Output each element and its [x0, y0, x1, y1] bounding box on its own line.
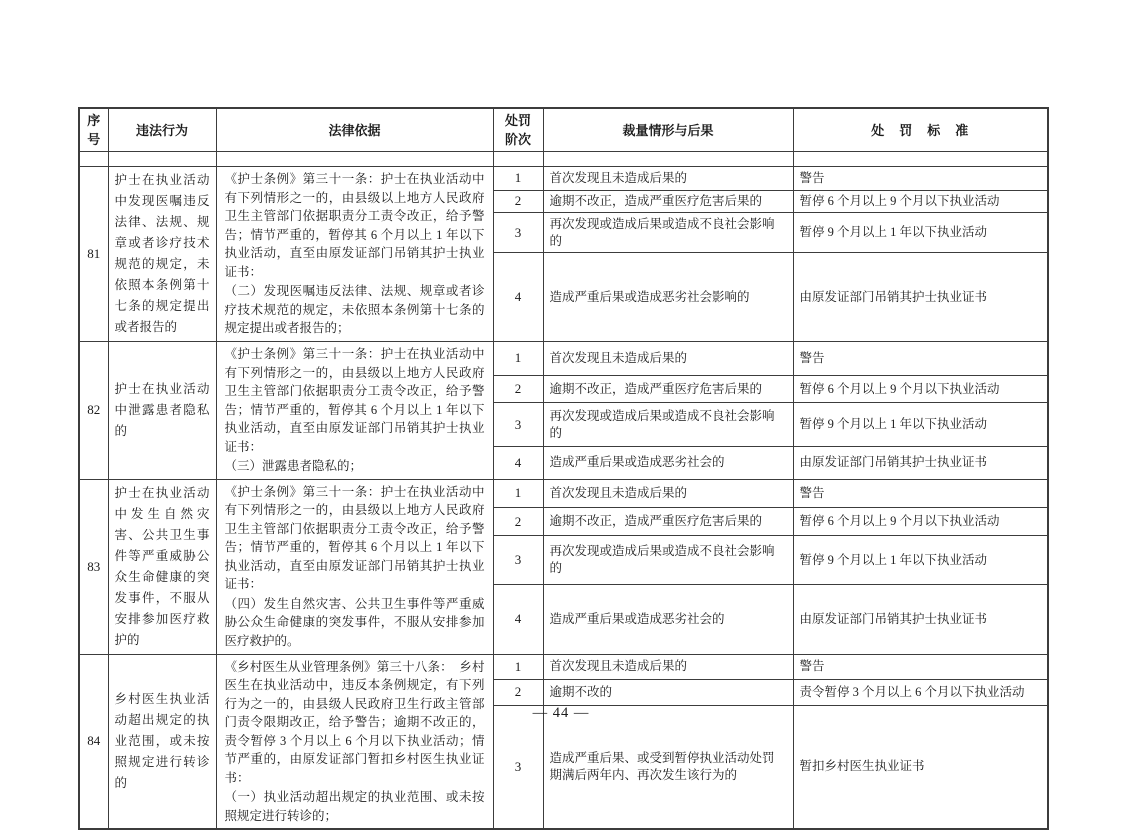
legal-basis-item: （四）发生自然灾害、公共卫生事件等严重威胁公众生命健康的突发事件，不服从安排参加医疗救护的。	[224, 596, 485, 648]
cell-tier-level: 4	[493, 447, 543, 479]
cell-row-number: 84	[79, 654, 108, 829]
cell-penalty-standard: 由原发证部门吊销其护士执业证书	[793, 253, 1048, 342]
cell-row-number: 81	[79, 167, 108, 342]
cell-circumstance: 逾期不改正，造成严重医疗危害后果的	[543, 508, 793, 536]
cell-penalty-standard: 由原发证部门吊销其护士执业证书	[793, 447, 1048, 479]
legal-basis-item: （三）泄露患者隐私的；	[224, 459, 363, 473]
cell-violation: 乡村医生执业活动超出规定的执业范围，或未按照规定进行转诊的	[108, 654, 216, 829]
cell-tier-level: 1	[493, 654, 543, 680]
cell-violation: 护士在执业活动中发现医嘱违反法律、法规、规章或者诊疗技术规范的规定，未依照本条例第十七条的规定提出或者报告的	[108, 167, 216, 342]
cell-penalty-standard: 暂停 9 个月以上 1 年以下执业活动	[793, 403, 1048, 447]
header-col-penalty-level: 处罚阶次	[493, 108, 543, 152]
cell-violation: 护士在执业活动中泄露患者隐私的	[108, 342, 216, 480]
header-col-penalty-standard: 处 罚 标 准	[793, 108, 1048, 152]
cell-penalty-standard: 警告	[793, 654, 1048, 680]
cell-circumstance: 再次发现或造成后果或造成不良社会影响的	[543, 403, 793, 447]
cell-violation: 护士在执业活动中发生自然灾害、公共卫生事件等严重威胁公众生命健康的突发事件，不服从安排参加医疗救护的	[108, 479, 216, 654]
legal-basis-item: （二）发现医嘱违反法律、法规、规章或者诊疗技术规范的规定，未依照本条例第十七条的规定提出或者报告的；	[224, 284, 485, 336]
cell-penalty-standard: 责令暂停 3 个月以上 6 个月以下执业活动	[793, 680, 1048, 706]
cell-legal-basis	[216, 342, 493, 480]
empty-cell	[216, 152, 493, 167]
cell-penalty-standard: 警告	[793, 167, 1048, 191]
cell-row-number: 83	[79, 479, 108, 654]
cell-circumstance: 首次发现且未造成后果的	[543, 654, 793, 680]
cell-circumstance: 造成严重后果或造成恶劣社会影响的	[543, 253, 793, 342]
table-row-81	[79, 167, 1048, 191]
legal-basis-main: 《乡村医生从业管理条例》第三十八条： 乡村医生在执业活动中，违反本条例规定，有下列行为之一的，由县级人民政府卫生行政主管部门责令限期改正，给予警告；逾期不改正的，责令暂停 3 个月以上 6 个月以下执业活动；情节严重的，由原发证部门暂扣乡村医生执业证书：	[224, 659, 485, 785]
cell-tier-level: 2	[493, 190, 543, 213]
cell-penalty-standard: 暂扣乡村医生执业证书	[793, 705, 1048, 829]
cell-penalty-standard: 暂停 9 个月以上 1 年以下执业活动	[793, 536, 1048, 585]
table-row-82	[79, 342, 1048, 376]
legal-basis-main: 《护士条例》第三十一条：护士在执业活动中有下列情形之一的，由县级以上地方人民政府卫生主管部门依据职责分工责令改正，给予警告；情节严重的，暂停其 6 个月以上 1 年以下执业活动，直至由原发证部门吊销其护士执业证书：	[224, 172, 485, 279]
legal-basis-main: 《护士条例》第三十一条：护士在执业活动中有下列情形之一的，由县级以上地方人民政府卫生主管部门依据职责分工责令改正，给予警告；情节严重的，暂停其 6 个月以上 1 年以下执业活动，直至由原发证部门吊销其护士执业证书：	[224, 347, 485, 454]
cell-legal-basis	[216, 654, 493, 829]
cell-circumstance: 造成严重后果或造成恶劣社会的	[543, 447, 793, 479]
cell-tier-level: 2	[493, 680, 543, 706]
header-row	[79, 108, 1048, 152]
empty-cell	[493, 152, 543, 167]
cell-circumstance: 再次发现或造成后果或造成不良社会影响的	[543, 536, 793, 585]
cell-tier-level: 4	[493, 585, 543, 654]
cell-tier-level: 1	[493, 167, 543, 191]
header-col-legal-basis: 法律依据	[216, 108, 493, 152]
cell-penalty-standard: 暂停 6 个月以上 9 个月以下执业活动	[793, 375, 1048, 403]
legal-basis-main: 《护士条例》第三十一条：护士在执业活动中有下列情形之一的，由县级以上地方人民政府卫生主管部门依据职责分工责令改正，给予警告；情节严重的，暂停其 6 个月以上 1 年以下执业活动，直至由原发证部门吊销其护士执业证书：	[224, 484, 485, 592]
header-col-no: 序号	[79, 108, 108, 152]
cell-circumstance: 造成严重后果或造成恶劣社会的	[543, 585, 793, 654]
cell-circumstance: 首次发现且未造成后果的	[543, 167, 793, 191]
cell-penalty-standard: 暂停 6 个月以上 9 个月以下执业活动	[793, 190, 1048, 213]
cell-row-number: 82	[79, 342, 108, 480]
cell-tier-level: 3	[493, 705, 543, 829]
page-number: — 44 —	[532, 705, 590, 721]
empty-cell	[543, 152, 793, 167]
cell-penalty-standard: 警告	[793, 479, 1048, 508]
table-row-83	[79, 479, 1048, 508]
header-col-circumstances: 裁量情形与后果	[543, 108, 793, 152]
cell-circumstance: 首次发现且未造成后果的	[543, 342, 793, 376]
cell-circumstance: 逾期不改正，造成严重医疗危害后果的	[543, 375, 793, 403]
cell-penalty-standard: 暂停 6 个月以上 9 个月以下执业活动	[793, 508, 1048, 536]
empty-cell	[79, 152, 108, 167]
empty-cell	[793, 152, 1048, 167]
cell-circumstance: 逾期不改正，造成严重医疗危害后果的	[543, 190, 793, 213]
header-col-violation: 违法行为	[108, 108, 216, 152]
cell-tier-level: 2	[493, 375, 543, 403]
cell-penalty-standard: 由原发证部门吊销其护士执业证书	[793, 585, 1048, 654]
cell-circumstance: 首次发现且未造成后果的	[543, 479, 793, 508]
legal-basis-item: （一）执业活动超出规定的执业范围、或未按照规定进行转诊的；	[224, 790, 485, 823]
cell-penalty-standard: 警告	[793, 342, 1048, 376]
cell-circumstance: 造成严重后果、或受到暂停执业活动处罚期满后两年内、再次发生该行为的	[543, 705, 793, 829]
empty-row	[79, 152, 1048, 167]
cell-circumstance: 再次发现或造成后果或造成不良社会影响的	[543, 213, 793, 253]
empty-cell	[108, 152, 216, 167]
cell-legal-basis	[216, 479, 493, 654]
cell-penalty-standard: 暂停 9 个月以上 1 年以下执业活动	[793, 213, 1048, 253]
table-row-84	[79, 654, 1048, 680]
cell-tier-level: 2	[493, 508, 543, 536]
cell-tier-level: 1	[493, 342, 543, 376]
cell-tier-level: 3	[493, 536, 543, 585]
cell-tier-level: 4	[493, 253, 543, 342]
cell-tier-level: 3	[493, 403, 543, 447]
cell-legal-basis	[216, 167, 493, 342]
cell-circumstance: 逾期不改的	[543, 680, 793, 706]
cell-tier-level: 1	[493, 479, 543, 508]
cell-tier-level: 3	[493, 213, 543, 253]
